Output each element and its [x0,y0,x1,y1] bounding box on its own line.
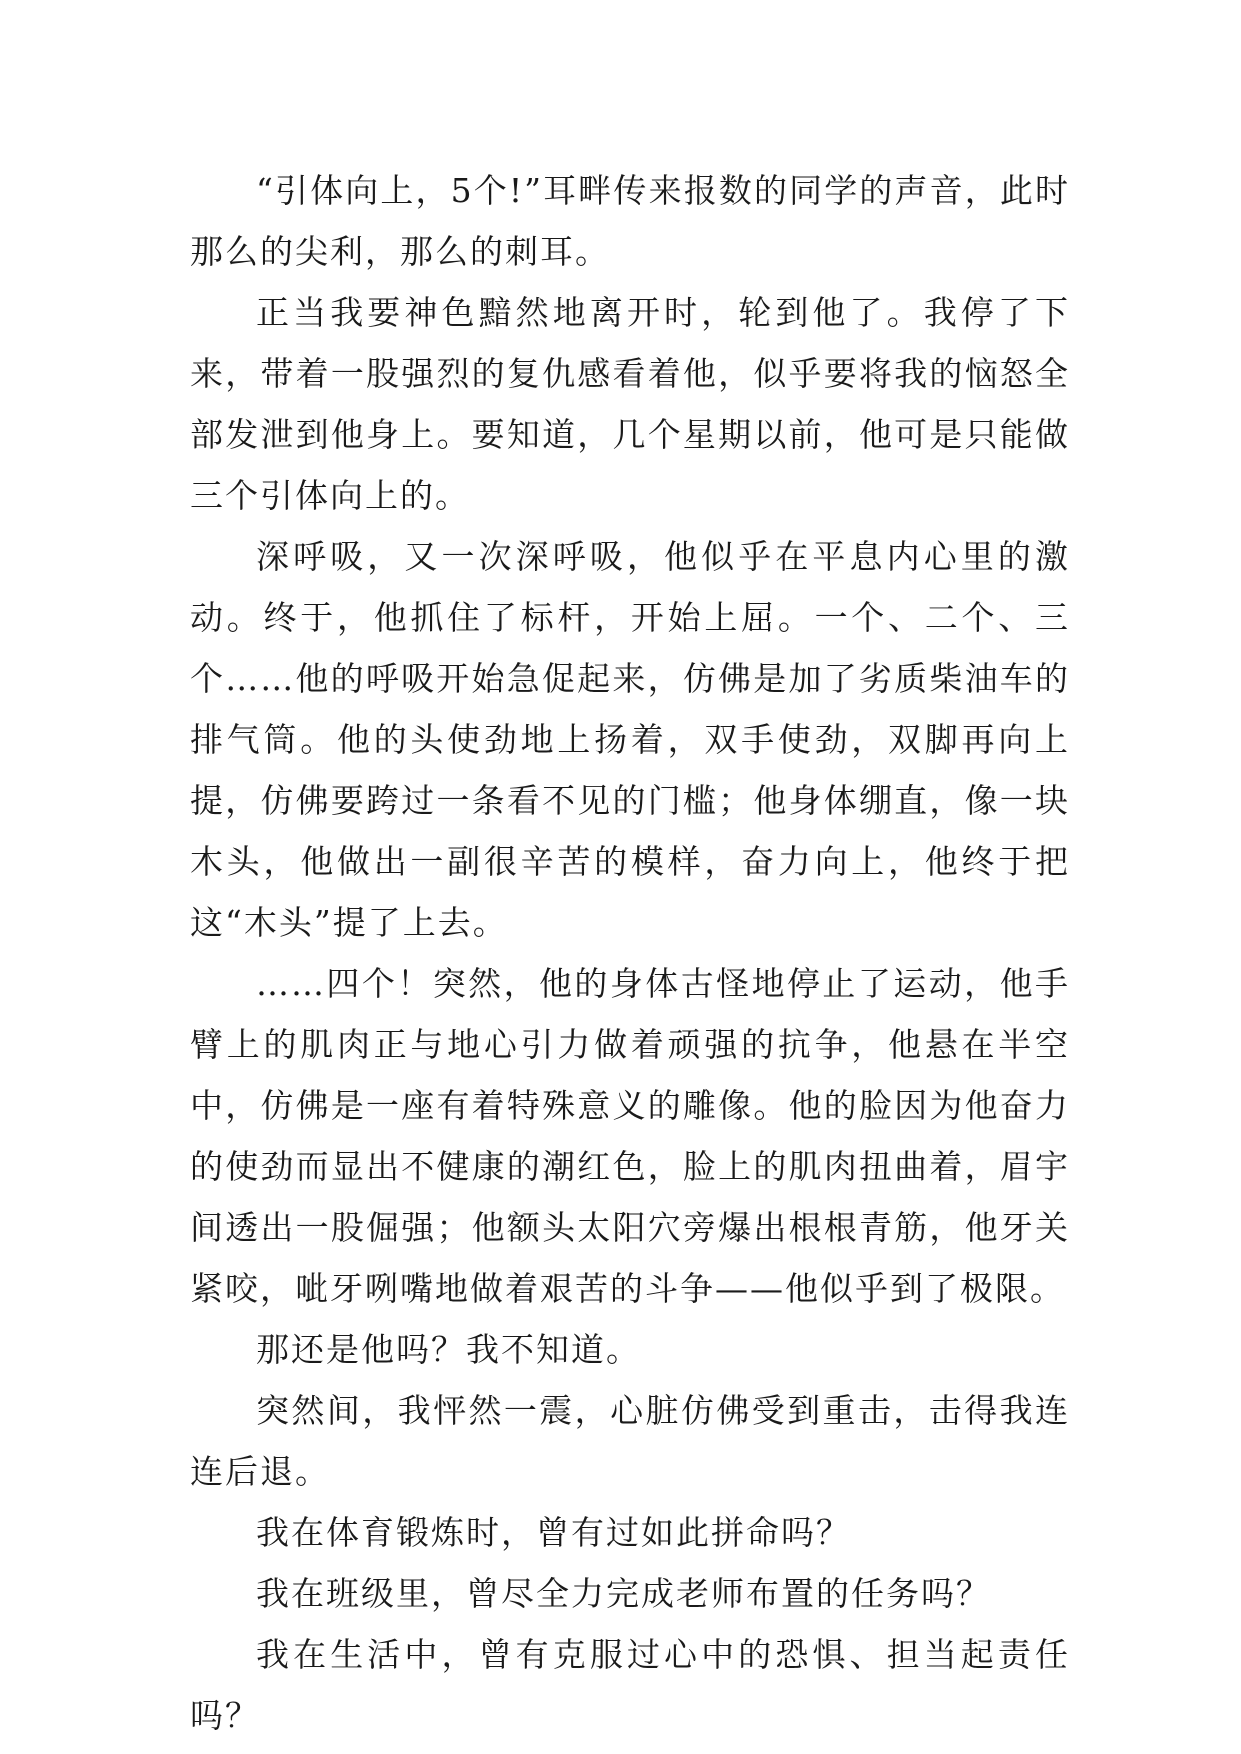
paragraph: 突然间，我怦然一震，心脏仿佛受到重击，击得我连连后退。 [190,1391,1070,1491]
paragraph: 我在生活中，曾有克服过心中的恐惧、担当起责任吗？ [190,1635,1070,1735]
paragraph: 深呼吸，又一次深呼吸，他似乎在平息内心里的激动。终于，他抓住了标杆，开始上屈。一个、二个、三个……他的呼吸开始急促起来，仿佛是加了劣质柴油车的排气筒。他的头使劲地上扬着，双手使劲，双脚再向上提，仿佛要跨过一条看不见的门槛；他身体绷直，像一块木头，他做出一副很辛苦的模样，奋力向上，他终于把这“木头”提了上去。 [190,537,1070,942]
essay-body [190,160,1070,1746]
paragraph: 我在体育锻炼时，曾有过如此拼命吗？ [256,1513,851,1552]
paragraph: ……四个！突然，他的身体古怪地停止了运动，他手臂上的肌肉正与地心引力做着顽强的抗争，他悬在半空中，仿佛是一座有着特殊意义的雕像。他的脸因为他奋力的使劲而显出不健康的潮红色，脸上的肌肉扭曲着，眉宇间透出一股倔强；他额头太阳穴旁爆出根根青筋，他牙关紧咬，呲牙咧嘴地做着艰苦的斗争——他似乎到了极限。 [190,964,1070,1308]
paragraph: 我在班级里，曾尽全力完成老师布置的任务吗？ [256,1574,991,1613]
paragraph: 正当我要神色黯然地离开时，轮到他了。我停了下来，带着一股强烈的复仇感看着他，似乎要将我的恼怒全部发泄到他身上。要知道，几个星期以前，他可是只能做三个引体向上的。 [190,293,1070,515]
paragraph: “引体向上，5个!”耳畔传来报数的同学的声音，此时那么的尖利，那么的刺耳。 [190,171,1070,271]
paragraph: 那还是他吗？我不知道。 [256,1330,641,1369]
